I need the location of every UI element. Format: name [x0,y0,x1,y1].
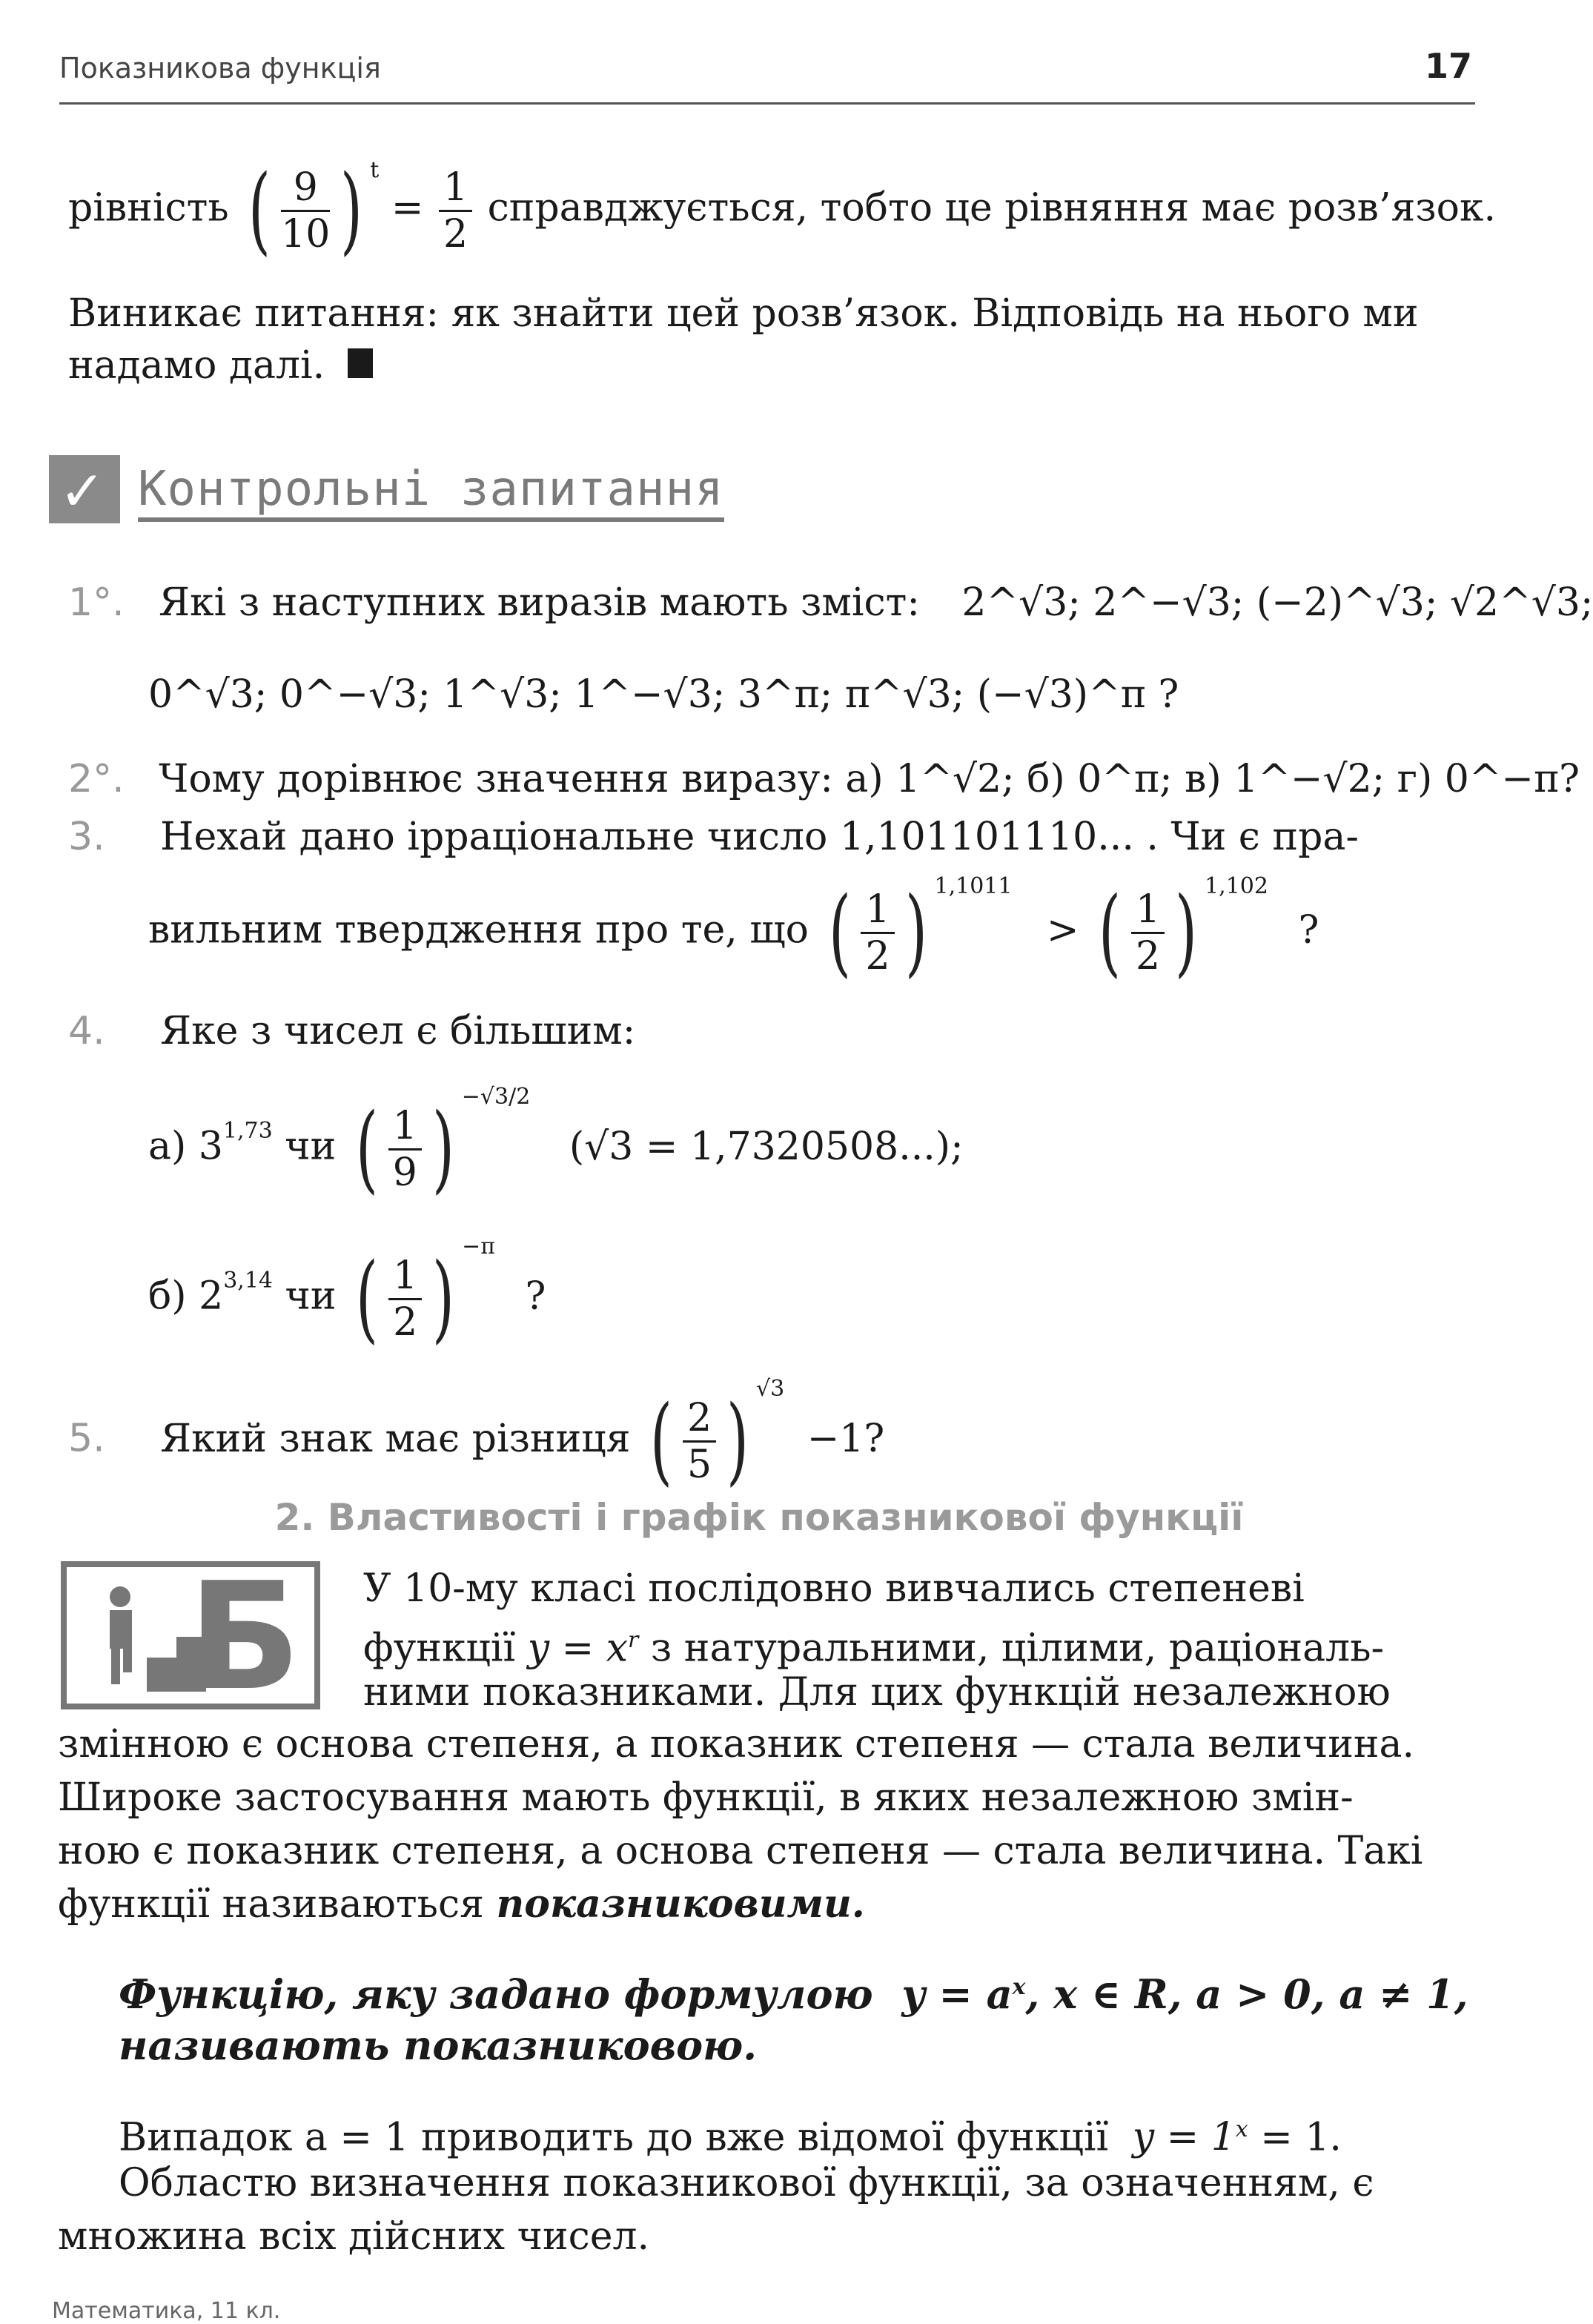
question-text: Яке з чисел є більшим: [160,1009,636,1053]
exponent: 1,1011 [934,873,1013,900]
fraction-one-half: ( $\frac{1}{2}$ ) [356,1243,455,1354]
exponent: −π [462,1234,495,1260]
question-4 [68,1008,635,1054]
section-para-line-3: ними показниками. Для цих функцій незалежною [363,1670,1391,1715]
question-4a [148,1084,964,1204]
exponent: −√3/2 [461,1084,531,1110]
frac-den: 2 [393,1300,418,1345]
checkmark-icon: ✓ [59,460,106,523]
question-number: 5. [68,1416,105,1461]
intro-text-c: надамо далі. [68,343,325,388]
para-text: з натуральними, цілими, раціональ- [650,1626,1385,1671]
emphasis-term: показниковими. [496,1881,865,1927]
end-of-proof-square [348,348,373,378]
exponent: √3 [756,1376,785,1403]
definition-text: Функцію, яку задано формулою [119,1970,873,2018]
frac-num: 9 [281,165,330,212]
question-4b: б) 2$^{3,14}$ чи ( $\frac{1}{2}$ ) $^{-\pi}$ ? [148,1234,546,1354]
section-letter: Б [188,1551,301,1724]
or-word: чи [285,1274,337,1319]
question-text: Нехай дано ірраціональне число 1,101101110... . Чи є пра- [160,815,1359,859]
exponent: x [1235,2116,1248,2142]
section-para-line-1: У 10-му класі послідовно вивчались степеневі [363,1566,1305,1611]
control-questions-heading [49,455,812,526]
intro-line-1 [68,155,1496,265]
question-number: 1°. [68,580,125,625]
case-line-2: Областю визначення показникової функції, за означенням, є [119,2161,1374,2205]
checkmark-box [49,455,120,523]
question-1 [68,580,1593,626]
frac-num: 2 [683,1396,716,1443]
question-text: Які з наступних виразів мають зміст: [159,580,920,625]
question-1-expressions: 0^√3; 0^−√3; 1^√3; 1^−√3; 3^π; π^√3; (−√3)^π ? [148,672,1179,717]
fraction-1-2 [439,165,472,256]
question-tail: −1? [807,1416,885,1461]
or-word: чи [285,1124,337,1169]
fraction-half: ( $\frac{1}{2}$ ) [828,877,927,987]
frac-den: 5 [686,1442,712,1487]
question-number: 4. [68,1009,105,1053]
formula: y = x [527,1626,629,1671]
question-number: 2°. [68,757,125,801]
fraction-one-ninth: ( $\frac{1}{9}$ ) [355,1093,454,1204]
formula-tail: = 1. [1260,2115,1342,2160]
question-text: вильним твердження про те, що [148,907,809,953]
case-line-3: множина всіх дійсних чисел. [58,2214,650,2259]
footer: Математика, 11 кл. [52,2298,281,2324]
frac-den: 2 [443,211,468,256]
formula: y = a [901,1970,1013,2018]
para-text: функції [363,1626,516,1671]
header-title: Показникова функція [59,52,381,85]
definition-line-2: називають показниковою. [119,2022,757,2069]
definition-line-1 [119,1960,1468,2022]
option-a-label: а) 3 [148,1124,223,1169]
case-line-1 [119,2104,1342,2163]
sqrt3-note: (√3 = 1,7320508...); [569,1124,964,1169]
question-5 [68,1376,885,1496]
fraction-two-fifths: ( $\frac{2}{5}$ ) [650,1386,749,1496]
frac-num: 1 [439,165,472,212]
section-title: 2. Властивості і графік показникової функції [274,1496,1244,1539]
exponent: 1,102 [1205,873,1268,900]
equals: = [391,185,424,231]
question-text: Чому дорівнює значення виразу: а) 1^√2; б) 0^π; в) 1^−√2; г) 0^−π? [159,757,1580,801]
section-para-line-6: ною є показник степеня, а основа степеня — стала величина. Такі [58,1829,1423,1873]
exponent: r [628,1627,639,1653]
question-number: 3. [68,815,105,859]
exp-t: t [370,157,380,184]
intro-text-a: рівність [68,185,229,231]
question-3-inequality: вильним твердження про те, що ( $\frac{1}{2}$ ) $^{1,1011}$ > ( $\frac{1}{2}$ ) $^{1,102}$ ? [148,873,1319,987]
question-2 [68,756,1580,802]
formula: y = 1 [1132,2115,1236,2160]
page-number: 17 [1424,46,1472,86]
section-para-line-4: змінною є основа степеня, а показник степеня — стала величина. [58,1722,1415,1767]
formula-conditions: , x ∈ R, a > 0, a ≠ 1, [1025,1970,1468,2018]
section-para-line-7 [58,1878,865,1930]
exponent: 1,73 [222,1118,273,1145]
intro-line-2: Виникає питання: як знайти цей розв’язок. Відповідь на нього ми [68,291,1419,336]
intro-line-3 [68,342,373,388]
intro-text-b: справджується, тобто це рівняння має розв’язок. [487,185,1496,231]
option-b-label: б) 2 [148,1274,224,1319]
fraction-9-10: ( $\frac{9}{10}$ ) [248,155,363,265]
para-text: Випадок a = 1 приводить до вже відомої функції [119,2115,1109,2160]
question-text: Який знак має різниця [160,1416,631,1461]
fraction-half: ( $\frac{1}{2}$ ) [1099,877,1198,987]
frac-den: 9 [392,1150,417,1195]
question-expression: 2^√3; 2^−√3; (−2)^√3; √2^√3; [961,580,1593,625]
level-b-icon [61,1551,320,1724]
frac-den: 10 [281,211,331,256]
para-text: функції називаються [58,1882,484,1927]
running-header [59,46,1475,105]
exponent: 3,14 [223,1268,274,1294]
exponent: x [1012,1974,1026,2000]
question-3 [68,814,1359,860]
section-para-line-2 [363,1615,1384,1674]
section-para-line-5: Широке застосування мають функції, в яких незалежною змін- [58,1775,1354,1820]
control-questions-label: Контрольні запитання [138,461,724,522]
